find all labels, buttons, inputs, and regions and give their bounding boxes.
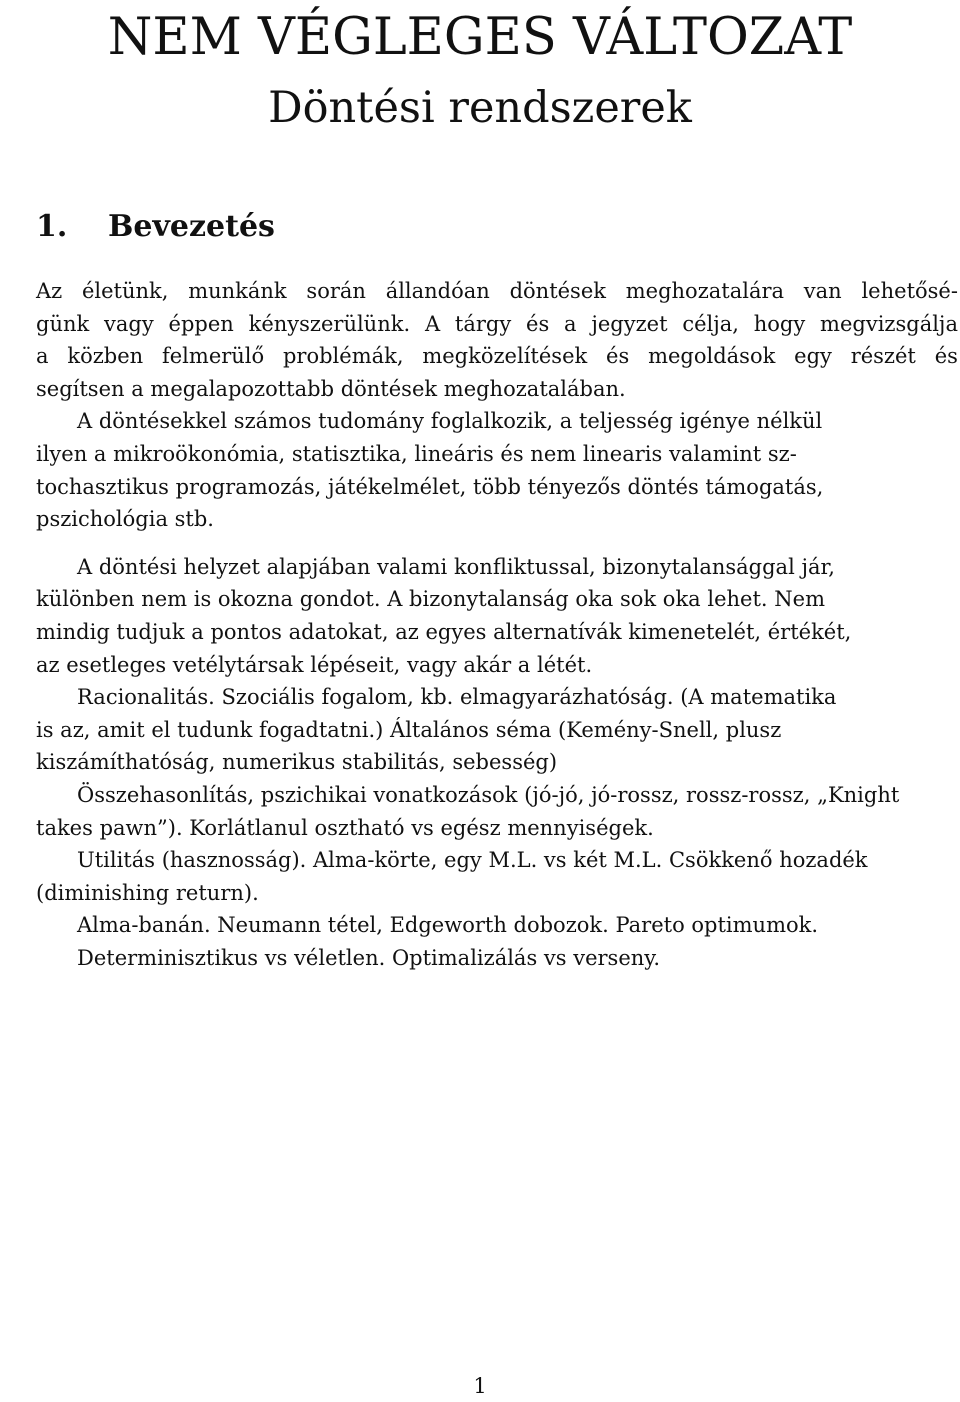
document-title: Döntési rendszerek: [268, 83, 692, 133]
page-number: 1: [473, 1374, 487, 1398]
word: egy: [794, 344, 832, 369]
word: döntések: [509, 279, 606, 303]
word: hogy: [753, 311, 806, 336]
text-line: [36, 275, 958, 308]
word: felmerülő: [161, 344, 265, 369]
paragraph: [36, 942, 958, 975]
text-line: pszichológia stb.: [36, 507, 214, 532]
text-line: Determinisztikus vs véletlen. Optimalizálás vs verseny.: [77, 945, 661, 970]
word: során: [306, 279, 366, 303]
paragraph: [36, 909, 958, 942]
word: meghozatalára: [625, 279, 785, 303]
word: megközelítések: [422, 344, 588, 369]
text-line: kiszámíthatóság, numerikus stabilitás, sebesség): [36, 750, 558, 775]
word: jegyzet: [591, 311, 668, 336]
text-line: takes pawn”). Korlátlanul osztható vs egész mennyiségek.: [36, 815, 654, 840]
word: A: [424, 311, 441, 336]
word: megoldások: [648, 344, 776, 369]
text-line: az esetleges vetélytársak lépéseit, vagy akár a létét.: [36, 652, 593, 677]
word: és: [934, 344, 958, 369]
word: életünk,: [81, 279, 169, 303]
body-text: [36, 275, 958, 974]
text-line: Racionalitás. Szociális fogalom, kb. elmagyarázhatóság. (A matematika: [77, 685, 837, 710]
text-line: Utilitás (hasznosság). Alma-körte, egy M.L. vs két M.L. Csökkenő hozadék: [77, 848, 868, 873]
word: van: [803, 279, 842, 303]
word: részét: [850, 344, 916, 369]
word: a: [36, 344, 49, 369]
section-number: 1.: [36, 209, 68, 244]
word: tárgy: [454, 311, 512, 336]
text-line: ilyen a mikroökonómia, statisztika, lineáris és nem linearis valamint sz-: [36, 441, 797, 466]
text-line: is az, amit el tudunk fogadtatni.) Általános séma (Kemény-Snell, plusz: [36, 717, 782, 742]
word: célja,: [682, 311, 739, 336]
word: és: [606, 344, 630, 369]
text-line: Összehasonlítás, pszichikai vonatkozások (jó-jó, jó-rossz, rossz-rossz, „Knight: [77, 782, 900, 807]
word: lehetősé-: [861, 279, 958, 303]
text-line: tochasztikus programozás, játékelmélet, több tényezős döntés támogatás,: [36, 474, 824, 499]
word: és: [526, 311, 550, 336]
text-line: Alma-banán. Neumann tétel, Edgeworth dobozok. Pareto optimumok.: [77, 913, 819, 938]
word: günk: [36, 311, 90, 336]
paragraph: [36, 779, 958, 844]
word: kényszerülünk.: [248, 311, 411, 336]
word: állandóan: [385, 279, 490, 303]
word: munkánk: [188, 279, 287, 303]
word: éppen: [168, 311, 234, 336]
word: megvizsgálja: [820, 311, 958, 336]
draft-banner: NEM VÉGLEGES VÁLTOZAT: [107, 8, 853, 67]
section-heading: [36, 205, 275, 249]
word: Az: [36, 279, 63, 303]
section-title: Bevezetés: [108, 209, 275, 244]
word: a: [564, 311, 577, 336]
paragraph: [36, 681, 958, 779]
paragraph: [36, 551, 958, 681]
paragraph: [36, 275, 958, 405]
text-line: segítsen a megalapozottabb döntések meghozatalában.: [36, 376, 626, 401]
paragraph: [36, 405, 958, 535]
word: vagy: [104, 311, 154, 336]
text-line: [36, 308, 958, 341]
word: problémák,: [282, 344, 404, 369]
text-line: [36, 340, 958, 373]
word: közben: [67, 344, 144, 369]
text-line: különben nem is okozna gondot. A bizonytalanság oka sok oka lehet. Nem: [36, 587, 825, 612]
text-line: mindig tudjuk a pontos adatokat, az egyes alternatívák kimenetelét, értékét,: [36, 619, 852, 644]
paragraph: [36, 844, 958, 909]
text-line: (diminishing return).: [36, 880, 259, 905]
text-line: A döntésekkel számos tudomány foglalkozik, a teljesség igénye nélkül: [77, 409, 823, 434]
text-line: A döntési helyzet alapjában valami konfliktussal, bizonytalansággal jár,: [77, 554, 835, 579]
